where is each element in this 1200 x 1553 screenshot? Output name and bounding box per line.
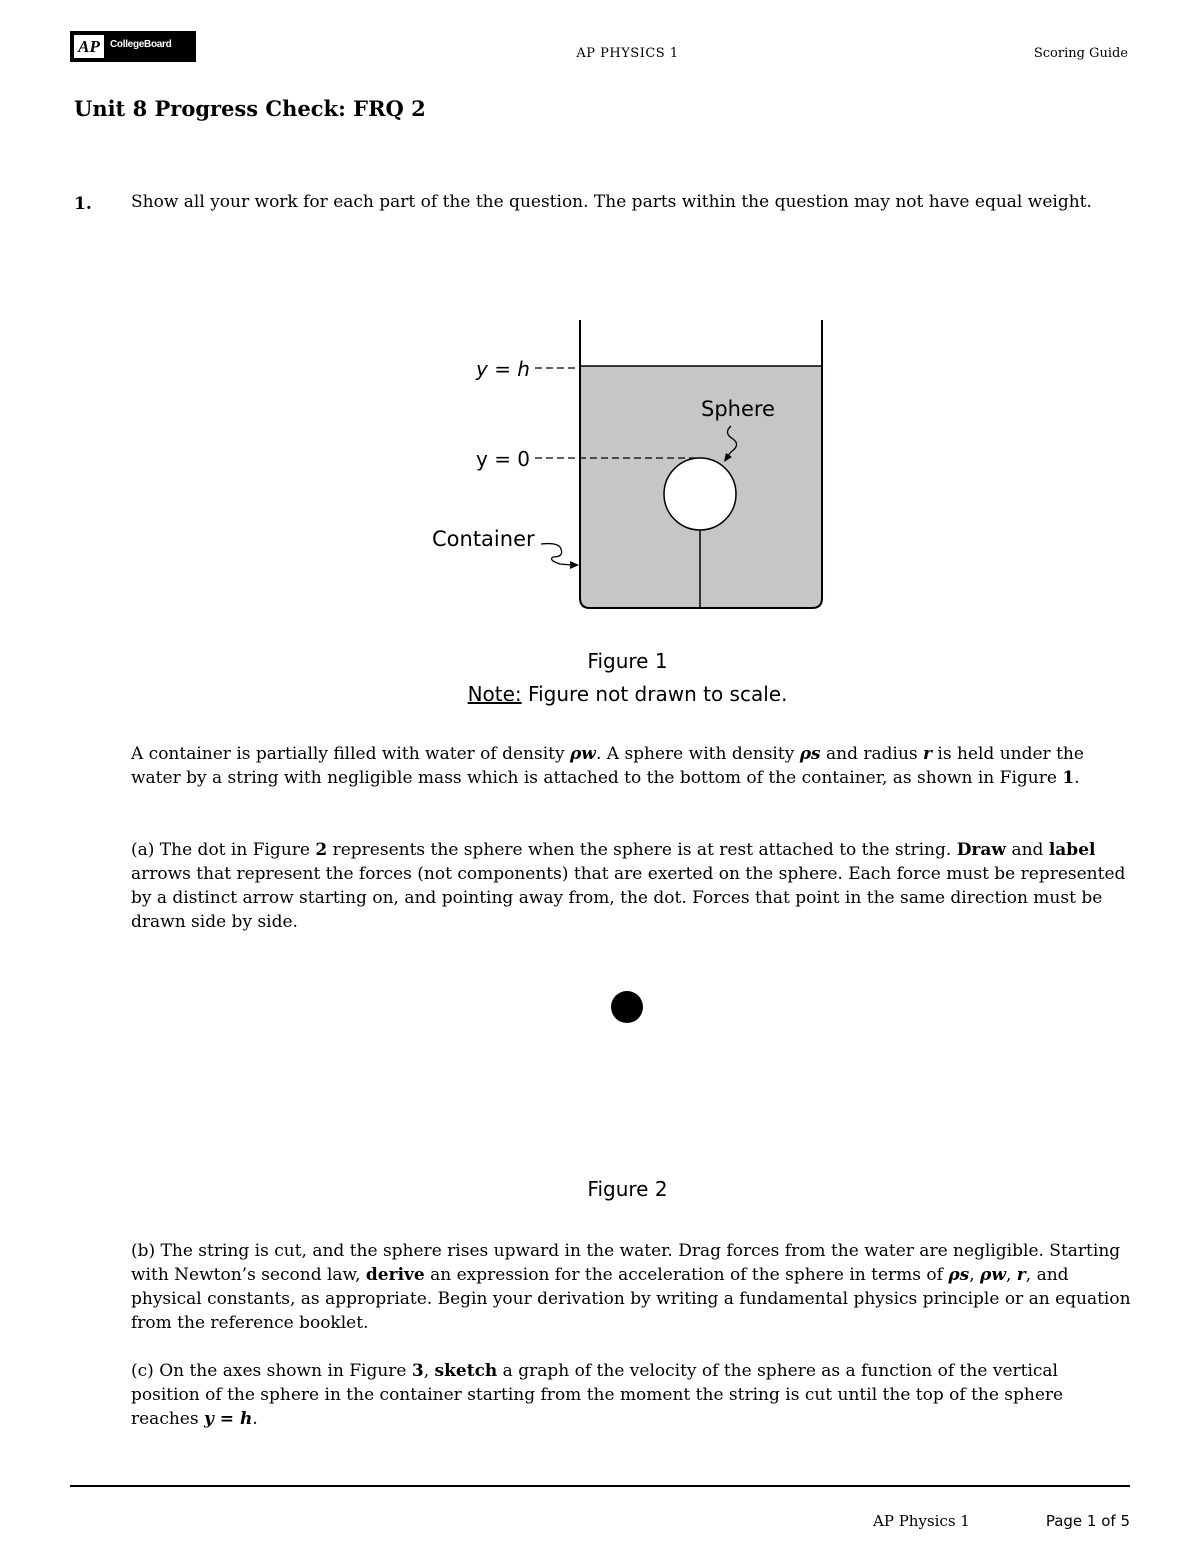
figure-1-diagram [420, 315, 840, 615]
part-b-paragraph [131, 1239, 1131, 1335]
part-c-text-1: (c) On the axes shown in Figure [131, 1361, 412, 1381]
part-c-paragraph [131, 1359, 1131, 1431]
part-b-comma-1: , [969, 1265, 981, 1285]
part-a-and: and [1006, 840, 1049, 860]
symbol-rho-w-b: ρw [980, 1265, 1006, 1285]
part-b-text-1: (b) The string is cut, and the sphere rises upward in the water. Drag forces from the water are negligible. Starting with Newton’s second law, [131, 1241, 1121, 1285]
symbol-r: r [923, 744, 933, 764]
symbol-rho-w: ρw [570, 744, 596, 764]
keyword-label: label [1048, 840, 1096, 860]
intro-paragraph [131, 742, 1131, 790]
figure-2-caption: Figure 2 [587, 1177, 668, 1201]
label-y0: y = 0 [476, 447, 531, 471]
keyword-sketch: sketch [434, 1361, 498, 1381]
intro-text-1: A container is partially filled with water of density [131, 744, 570, 764]
figure-2-dot [605, 985, 649, 1029]
part-a-text-3: arrows that represent the forces (not components) that are exerted on the sphere. Each force must be represented by a distinct arrow starting on, and pointing away from, the dot. Forces that point in the same direction must be drawn side by side. [131, 864, 1126, 932]
part-b-comma-2: , [1005, 1265, 1017, 1285]
figure-ref-1: 1 [1062, 768, 1075, 788]
intro-text-3: and radius [820, 744, 924, 764]
header-course: AP PHYSICS 1 [576, 46, 679, 61]
label-yh: y = h [476, 357, 530, 381]
footer-page-number: Page 1 of 5 [1045, 1512, 1130, 1530]
header-guide: Scoring Guide [1033, 46, 1128, 61]
container-arrowhead [570, 561, 579, 569]
intro-text-5: . [1074, 768, 1080, 788]
figure-ref-2: 2 [315, 840, 328, 860]
note-word: Note: [467, 682, 522, 706]
question-intro: Show all your work for each part of the the question. The parts within the question may not have equal weight. [131, 192, 1092, 212]
part-c-text-4: . [252, 1409, 258, 1429]
question-number: 1. [74, 194, 92, 214]
sphere-dot [611, 991, 643, 1023]
label-container: Container [432, 527, 535, 551]
part-a-paragraph [131, 838, 1131, 934]
part-a-text-1: (a) The dot in Figure [131, 840, 316, 860]
symbol-rho-s: ρs [799, 744, 821, 764]
logo-ap-text: AP [74, 35, 104, 58]
container-pointer [541, 544, 572, 565]
part-b-text-2: an expression for the acceleration of the sphere in terms of [424, 1265, 949, 1285]
equation-y-equals-h: y = h [203, 1409, 253, 1429]
figure-ref-3: 3 [411, 1361, 424, 1381]
figure-1-note [0, 682, 1200, 706]
note-text: Figure not drawn to scale. [521, 682, 788, 706]
page-title: Unit 8 Progress Check: FRQ 2 [74, 96, 426, 121]
figure-1-caption: Figure 1 [587, 649, 668, 673]
part-c-text-3: a graph of the velocity of the sphere as a function of the vertical position of the sphere in the container starting from the moment the string is cut until the top of the sphere reaches [131, 1361, 1064, 1429]
part-c-text-2: , [423, 1361, 435, 1381]
logo-collegeboard-text: CollegeBoard [110, 39, 172, 50]
label-sphere: Sphere [701, 397, 775, 421]
intro-text-4: is held under the water by a string with negligible mass which is attached to the bottom of the container, as shown in Figure [131, 744, 1084, 788]
sphere [664, 458, 736, 530]
symbol-r-b: r [1016, 1265, 1026, 1285]
part-b-text-3: , and physical constants, as appropriate. Begin your derivation by writing a fundamental physics principle or an equation from the reference booklet. [131, 1265, 1131, 1333]
keyword-derive: derive [365, 1265, 425, 1285]
part-a-text-2: represents the sphere when the sphere is at rest attached to the string. [327, 840, 957, 860]
symbol-rho-s-b: ρs [948, 1265, 970, 1285]
intro-text-2: . A sphere with density [595, 744, 800, 764]
footer-divider [70, 1485, 1130, 1487]
keyword-draw: Draw [956, 840, 1007, 860]
footer-course: AP Physics 1 [873, 1512, 970, 1530]
